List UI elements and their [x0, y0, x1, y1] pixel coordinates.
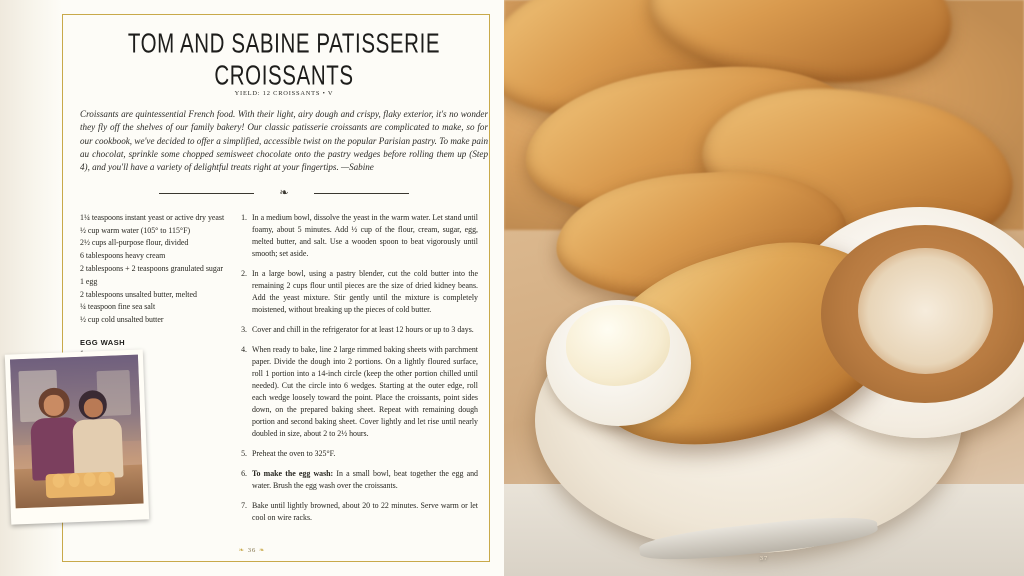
step-number: 6.	[241, 469, 247, 479]
polaroid-photo	[5, 349, 149, 524]
ingredient-item: 2 tablespoons + 2 teaspoons granulated sugar	[80, 263, 223, 273]
page-title: TOM AND SABINE PATISSERIE CROISSANTS	[127, 28, 441, 92]
ingredient-item: ½ cup warm water (105° to 115°F)	[80, 225, 191, 235]
instruction-step	[238, 500, 478, 524]
instruction-step	[238, 448, 478, 460]
step-number: 7.	[241, 501, 247, 511]
step-number: 4.	[241, 344, 247, 354]
step-text: When ready to bake, line 2 large rimmed baking sheets with parchment paper. Divide the dough into 2 portions. On a lightly floured surface, roll 1 portion into a 14-inch circle (keep the other portion chilled until needed). Cut the circle into 6 wedges. Starting at the outer edge, roll each wedge loosely toward the point. Place the croissants, point sides down, on the prepared baking sheet. Repeat with remaining dough portion and second baking sheet. Cover lightly and let rise until nearly doubled in size, about 2 to 2½ hours.	[252, 344, 478, 439]
page-number-left	[0, 546, 504, 554]
ingredient-item: 2 tablespoons unsalted butter, melted	[80, 289, 197, 299]
ingredient-item: ½ cup cold unsalted butter	[80, 315, 164, 325]
photo-pastry	[83, 473, 95, 487]
ingredient-item: 2½ cups all-purpose flour, divided	[80, 238, 189, 248]
photo-character-body	[72, 418, 123, 479]
photo-pastry	[99, 472, 111, 486]
instruction-step	[238, 344, 478, 440]
divider-line-left	[159, 193, 254, 194]
step-text: Cover and chill in the refrigerator for at least 12 hours or up to 3 days.	[252, 324, 474, 334]
folio-ornament-right-icon: ❧	[258, 547, 266, 554]
step-remainder: In a small bowl, beat together the egg and water. Brush the egg wash over the croissants.	[252, 469, 478, 491]
photo-pastry	[53, 474, 65, 488]
recipe-page	[0, 0, 504, 576]
instructions-column	[238, 212, 478, 532]
photo-pastry	[68, 473, 80, 487]
recipe-intro: Croissants are quintessential French food. With their light, airy dough and crispy, flaky exterior, it's no wonder they fly off the shelves of our family bakery! Our classic patisserie croissants are complicated to make, so for our cookbook, we've decided to offer a simplified, accessible twist on the popular Parisian pastry. To make pain au chocolat, sprinkle some chopped semisweet chocolate onto the pastry wedges before rolling them up (Step 4), and you'll have a variety of delightful treats right at your fingertips. —Sabine	[80, 109, 488, 173]
section-divider	[159, 187, 409, 199]
instruction-step	[238, 324, 478, 336]
step-text: In a large bowl, using a pastry blender, cut the cold butter into the remaining 2 cups flour until pieces are the size of dried kidney beans. Add the yeast mixture. Stir gently until the mixture is completely moistened, without breaking up the pieces of cold butter.	[252, 268, 478, 314]
step-number: 5.	[241, 449, 247, 459]
ingredient-item: 1 egg	[80, 276, 98, 286]
ingredient-item: 6 tablespoons heavy cream	[80, 251, 166, 261]
photo-character-face	[83, 398, 103, 418]
leaf-ornament-icon: ❧	[279, 186, 289, 199]
photo-image	[10, 355, 144, 509]
ingredient-item: ¼ teaspoon fine sea salt	[80, 302, 156, 312]
folio-ornament-left-icon: ❧	[238, 547, 246, 554]
recipe-yield: YIELD: 12 CROISSANTS • V	[234, 90, 334, 97]
step-number: 3.	[241, 324, 247, 334]
instruction-step	[238, 212, 478, 260]
latte-art	[858, 248, 993, 375]
instruction-step	[238, 468, 478, 492]
step-text: Bake until lightly browned, about 20 to 22 minutes. Serve warm or let cool on wire racks.	[252, 501, 478, 523]
step-text: Preheat the oven to 325°F.	[252, 449, 336, 459]
step-number: 1.	[241, 212, 247, 222]
step-bold-lead: To make the egg wash:	[252, 469, 334, 479]
page-number-right: 37	[759, 555, 769, 562]
step-text: In a medium bowl, dissolve the yeast in the warm water. Let stand until foamy, about 5 minutes. Add ½ cup of the flour, cream, sugar, egg, melted butter, and salt. Use a wooden spoon to beat vigorously until smooth; set aside.	[252, 212, 478, 258]
photo-page	[504, 0, 1024, 576]
step-number: 2.	[241, 268, 247, 278]
folio-number: 36	[247, 547, 257, 554]
divider-line-right	[314, 193, 409, 194]
instruction-step	[238, 268, 478, 316]
step-text	[252, 468, 478, 492]
ingredient-item: 1¼ teaspoons instant yeast or active dry yeast	[80, 212, 225, 222]
egg-wash-heading: EGG WASH	[80, 337, 125, 347]
